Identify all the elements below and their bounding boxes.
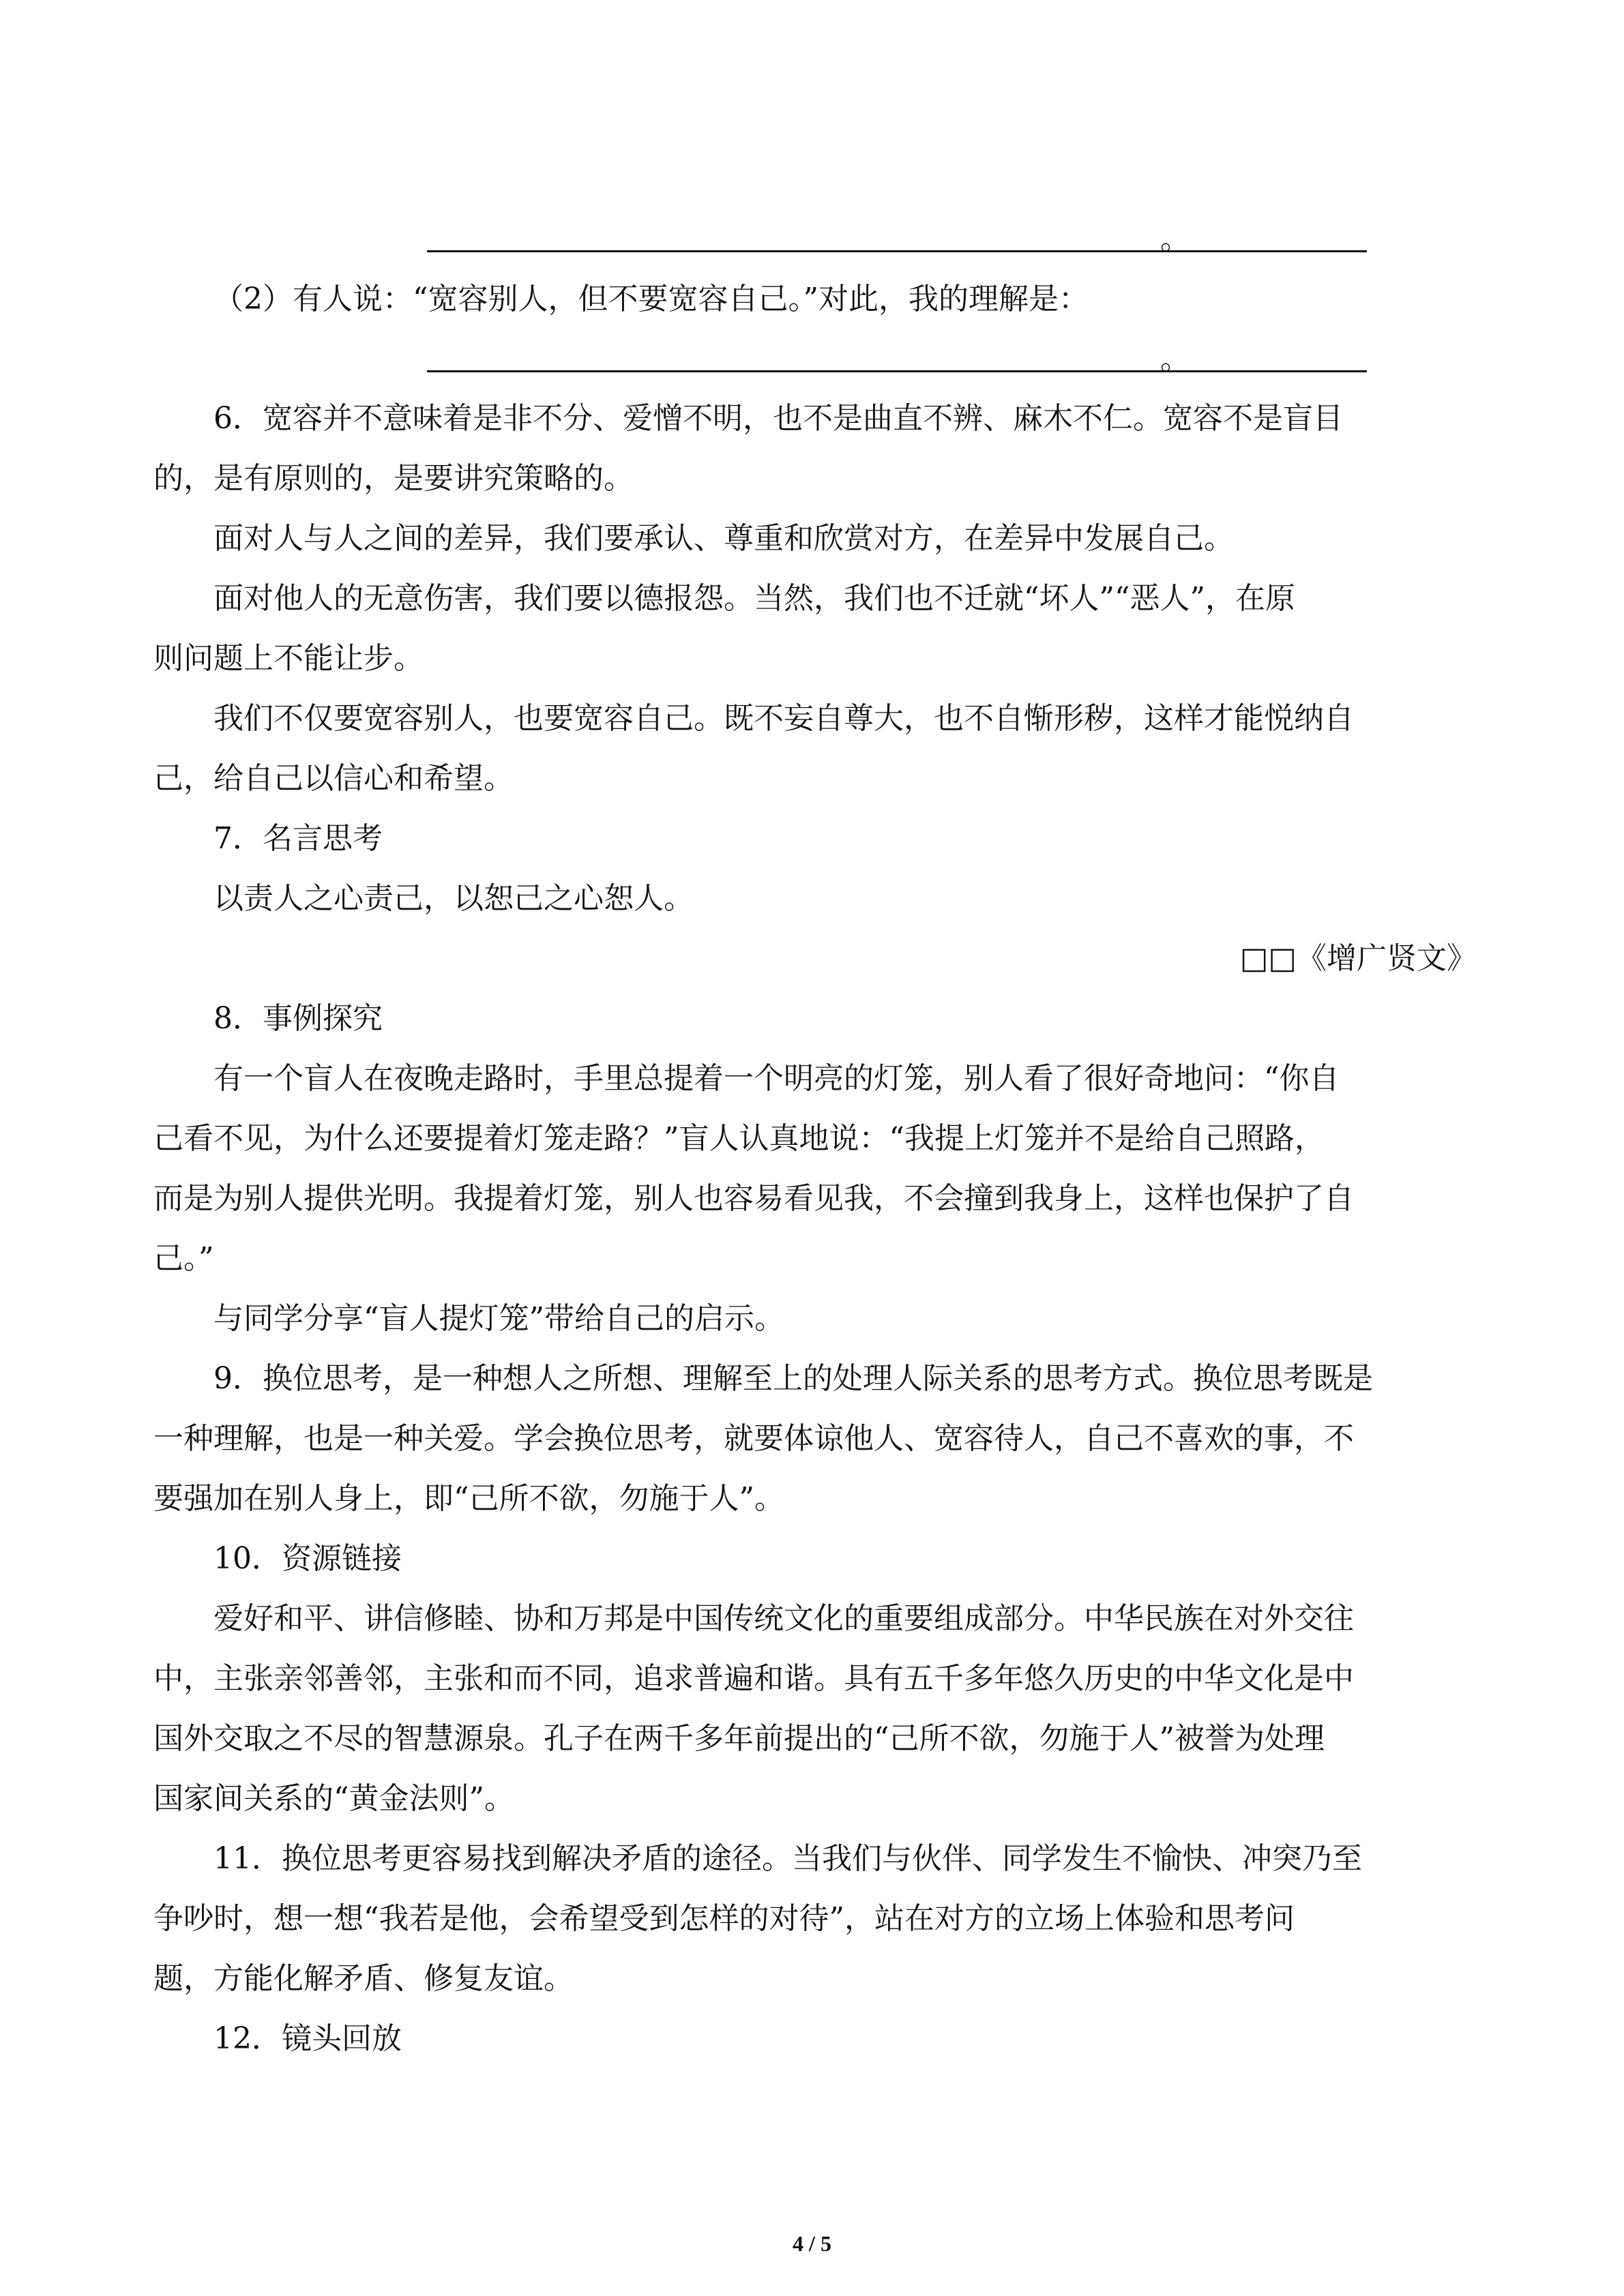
para-9-line-2: 一种理解，也是一种关爱。学会换位思考，就要体谅他人、宽容待人，自己不喜欢的事，不 [153,1421,1354,1456]
para-9-line-1: 9．换位思考，是一种想人之所想、理解至上的处理人际关系的思考方式。换位思考既是 [213,1361,1373,1396]
para-6-line-2: 的，是有原则的，是要讲究策略的。 [153,461,634,496]
para-10-line-1: 爱好和平、讲信修睦、协和万邦是中国传统文化的重要组成部分。中华民族在对外交往 [213,1601,1354,1636]
answer-blank-2[interactable] [213,340,1190,378]
para-9-line-3: 要强加在别人身上，即“己所不欲，勿施于人”。 [153,1481,784,1516]
para-10-line-3: 国外交取之不尽的智慧源泉。孔子在两千多年前提出的“己所不欲，勿施于人”被誉为处理 [153,1721,1325,1756]
para-11-line-3: 题，方能化解矛盾、修复友谊。 [153,1961,574,1996]
section-8-heading: 8．事例探究 [213,1001,383,1036]
section-12-heading: 12．镜头回放 [213,2021,402,2056]
quote-text: 以责人之心责己，以恕己之心恕人。 [213,881,694,916]
para-8-line-1: 有一个盲人在夜晚走路时，手里总提着一个明亮的灯笼，别人看了很好奇地问：“你自 [213,1061,1340,1096]
answer-underline [427,370,1367,372]
para-8-line-4: 己。” [153,1241,214,1276]
para-6-line-7: 己，给自己以信心和希望。 [153,761,514,796]
section-10-heading: 10．资源链接 [213,1541,402,1576]
answer-blank-1[interactable] [213,220,1190,258]
para-8-line-5: 与同学分享“盲人提灯笼”带给自己的启示。 [213,1301,784,1336]
period: 。 [1160,222,1190,256]
period: 。 [1160,342,1190,376]
para-10-line-2: 中，主张亲邻善邻，主张和而不同，追求普遍和谐。具有五千多年悠久历史的中华文化是中 [153,1661,1354,1696]
para-6-line-4: 面对他人的无意伤害，我们要以德报怨。当然，我们也不迁就“坏人”“恶人”，在原 [213,581,1295,616]
page-number: 4 / 5 [793,2231,831,2256]
quote-source: □□《增广贤文》 [1239,941,1477,976]
para-11-line-1: 11．换位思考更容易找到解决矛盾的途径。当我们与伙伴、同学发生不愉快、冲突乃至 [213,1841,1362,1876]
question-2: （2）有人说：“宽容别人，但不要宽容自己。”对此，我的理解是： [213,282,1089,316]
para-8-line-2: 己看不见，为什么还要提着灯笼走路？”盲人认真地说：“我提上灯笼并不是给自己照路， [153,1121,1325,1156]
para-8-line-3: 而是为别人提供光明。我提着灯笼，别人也容易看见我，不会撞到我身上，这样也保护了自 [153,1181,1354,1216]
para-6-line-1: 6．宽容并不意味着是非不分、爱憎不明，也不是曲直不辨、麻木不仁。宽容不是盲目 [213,401,1343,436]
para-6-line-3: 面对人与人之间的差异，我们要承认、尊重和欣赏对方，在差异中发展自己。 [213,521,1234,556]
para-6-line-6: 我们不仅要宽容别人，也要宽容自己。既不妄自尊大，也不自惭形秽，这样才能悦纳自 [213,701,1354,736]
para-10-line-4: 国家间关系的“黄金法则”。 [153,1781,514,1816]
answer-underline [427,250,1367,252]
para-6-line-5: 则问题上不能让步。 [153,641,424,676]
section-7-heading: 7．名言思考 [213,821,383,856]
para-11-line-2: 争吵时，想一想“我若是他，会希望受到怎样的对待”，站在对方的立场上体验和思考问 [153,1901,1295,1936]
